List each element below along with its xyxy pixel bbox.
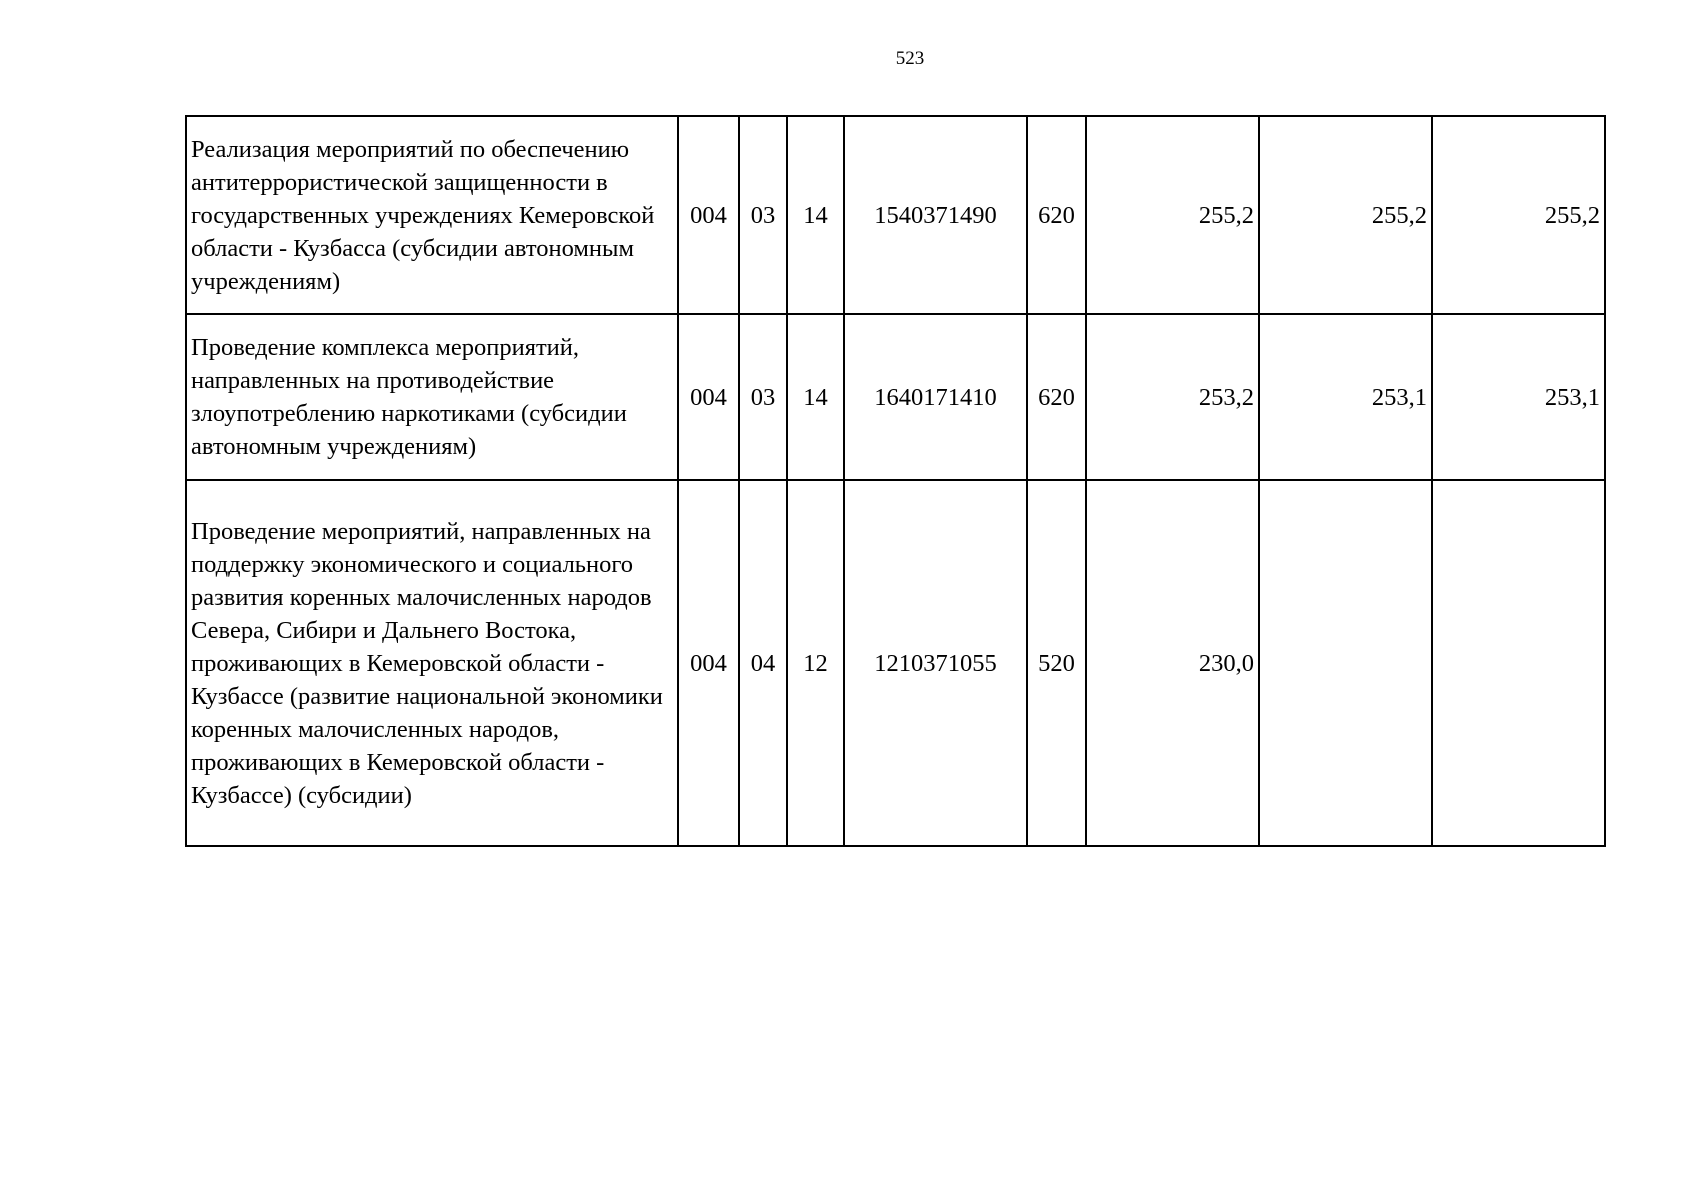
amount-year-3: 255,2 bbox=[1432, 116, 1605, 314]
row-description: Проведение комплекса мероприятий, направленных на противодействие злоупотреблению наркотиками (субсидии автономным учреждениям) bbox=[186, 314, 678, 480]
expense-type-code: 620 bbox=[1027, 314, 1086, 480]
amount-year-2: 255,2 bbox=[1259, 116, 1432, 314]
ved-code: 004 bbox=[678, 314, 739, 480]
table-row bbox=[186, 116, 1605, 314]
subsection-code: 12 bbox=[787, 480, 844, 846]
ved-code: 004 bbox=[678, 480, 739, 846]
ved-code: 004 bbox=[678, 116, 739, 314]
section-code: 03 bbox=[739, 314, 787, 480]
row-description: Проведение мероприятий, направленных на поддержку экономического и социального развития коренных малочисленных народов Севера, Сибири и Дальнего Востока, проживающих в Кемеровской области - Кузбассе (развитие национальной экономики коренных малочисленных народов, проживающих в Кемеровской области - Кузбассе) (субсидии) bbox=[186, 480, 678, 846]
table-row bbox=[186, 314, 1605, 480]
amount-year-3 bbox=[1432, 480, 1605, 846]
target-article-code: 1540371490 bbox=[844, 116, 1027, 314]
row-description: Реализация мероприятий по обеспечению антитеррористической защищенности в государственных учреждениях Кемеровской области - Кузбасса (субсидии автономным учреждениям) bbox=[186, 116, 678, 314]
expense-type-code: 620 bbox=[1027, 116, 1086, 314]
expense-type-code: 520 bbox=[1027, 480, 1086, 846]
amount-year-1: 230,0 bbox=[1086, 480, 1259, 846]
amount-year-2 bbox=[1259, 480, 1432, 846]
page-number: 523 bbox=[895, 48, 925, 69]
section-code: 04 bbox=[739, 480, 787, 846]
amount-year-1: 253,2 bbox=[1086, 314, 1259, 480]
amount-year-1: 255,2 bbox=[1086, 116, 1259, 314]
subsection-code: 14 bbox=[787, 116, 844, 314]
amount-year-3: 253,1 bbox=[1432, 314, 1605, 480]
section-code: 03 bbox=[739, 116, 787, 314]
target-article-code: 1210371055 bbox=[844, 480, 1027, 846]
budget-table bbox=[185, 115, 1606, 847]
subsection-code: 14 bbox=[787, 314, 844, 480]
amount-year-2: 253,1 bbox=[1259, 314, 1432, 480]
target-article-code: 1640171410 bbox=[844, 314, 1027, 480]
table-row bbox=[186, 480, 1605, 846]
